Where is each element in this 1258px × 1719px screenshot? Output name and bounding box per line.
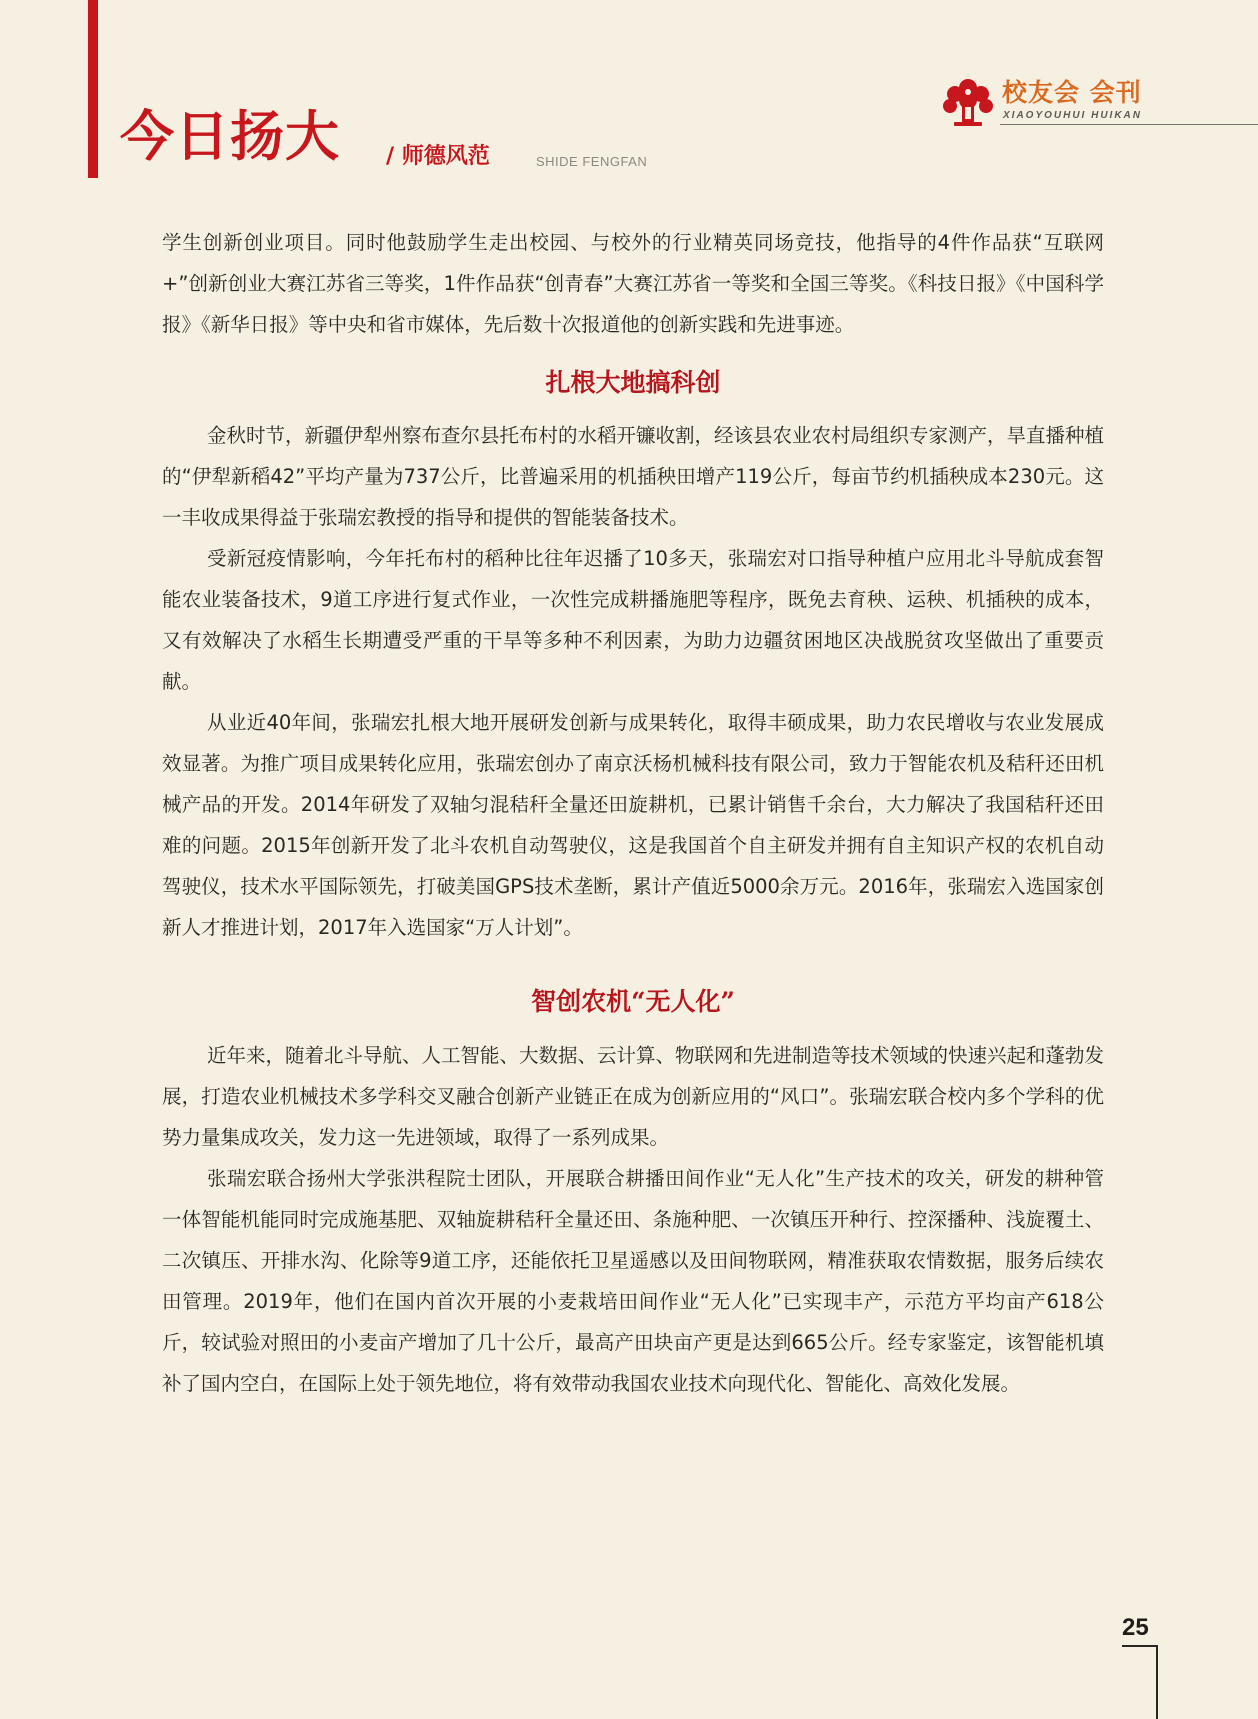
header-red-bar (88, 0, 98, 178)
subsection-title: / 师德风范 (386, 144, 490, 169)
section-heading: 扎根大地搞科创 (545, 368, 721, 397)
paragraph: 受新冠疫情影响，今年托布村的稻种比往年迟播了10多天，张瑞宏对口指导种植户应用北斗导航成套智能农业装备技术，9道工序进行复式作业，一次性完成耕播施肥等程序，既免去育秧、运秧、机插秧的成本，又有效解决了水稻生长期遭受严重的干旱等多种不利因素，为助力边疆贫困地区决战脱贫攻坚做出了重要贡献。 (162, 547, 1104, 693)
university-emblem-icon (940, 76, 996, 128)
paragraph: 近年来，随着北斗导航、人工智能、大数据、云计算、物联网和先进制造等技术领域的快速兴起和蓬勃发展，打造农业机械技术多学科交叉融合创新产业链正在成为创新应用的“风口”。张瑞宏联合校内多个学科的优势力量集成攻关，发力这一先进领域，取得了一系列成果。 (162, 1044, 1105, 1149)
header-rule (1000, 124, 1258, 125)
page-number: 25 (1122, 1614, 1149, 1641)
paragraph: 从业近40年间，张瑞宏扎根大地开展研发创新与成果转化，取得丰硕成果，助力农民增收与农业发展成效显著。为推广项目成果转化应用，张瑞宏创办了南京沃杨机械科技有限公司，致力于智能农机及秸秆还田机械产品的开发。2014年研发了双轴匀混秸秆全量还田旋耕机，已累计销售千余台，大力解决了我国秸秆还田难的问题。2015年创新开发了北斗农机自动驾驶仪，这是我国首个自主研发并拥有自主知识产权的农机自动驾驶仪，技术水平国际领先，打破美国GPS技术垄断，累计产值近5000余万元。2016年，张瑞宏入选国家创新人才推进计划，2017年入选国家“万人计划”。 (162, 711, 1104, 939)
intro-paragraph: 学生创新创业项目。同时他鼓励学生走出校园、与校外的行业精英同场竞技，他指导的4件作品获“互联网+”创新创业大赛江苏省三等奖，1件作品获“创青春”大赛江苏省一等奖和全国三等奖。《科技日报》《中国科学报》《新华日报》等中央和省市媒体，先后数十次报道他的创新实践和先进事迹。 (162, 231, 1104, 336)
subsection-title-en: SHIDE FENGFAN (536, 154, 648, 169)
page-corner-rule (1122, 1645, 1158, 1647)
paragraph: 金秋时节，新疆伊犁州察布查尔县托布村的水稻开镰收割，经该县农业农村局组织专家测产，旱直播种植的“伊犁新稻42”平均产量为737公斤，比普遍采用的机插秧田增产119公斤，每亩节约机插秧成本230元。这一丰收成果得益于张瑞宏教授的指导和提供的智能装备技术。 (162, 424, 1105, 529)
page-corner-rule (1156, 1645, 1158, 1719)
section-heading: 智创农机“无人化” (531, 987, 735, 1016)
article-body (162, 222, 1104, 1404)
section-title: 今日扬大 (120, 105, 340, 168)
magazine-title: 校友会 会刊 (1002, 78, 1142, 107)
magazine-title-en: XIAOYOUHUI HUIKAN (1003, 110, 1143, 121)
paragraph: 张瑞宏联合扬州大学张洪程院士团队，开展联合耕播田间作业“无人化”生产技术的攻关，研发的耕种管一体智能机能同时完成施基肥、双轴旋耕秸秆全量还田、条施种肥、一次镇压开种行、控深播种、浅旋覆土、二次镇压、开排水沟、化除等9道工序，还能依托卫星遥感以及田间物联网，精准获取农情数据，服务后续农田管理。2019年，他们在国内首次开展的小麦栽培田间作业“无人化”已实现丰产，示范方平均亩产618公斤，较试验对照田的小麦亩产增加了几十公斤，最高产田块亩产更是达到665公斤。经专家鉴定，该智能机填补了国内空白，在国际上处于领先地位，将有效带动我国农业技术向现代化、智能化、高效化发展。 (162, 1167, 1104, 1395)
